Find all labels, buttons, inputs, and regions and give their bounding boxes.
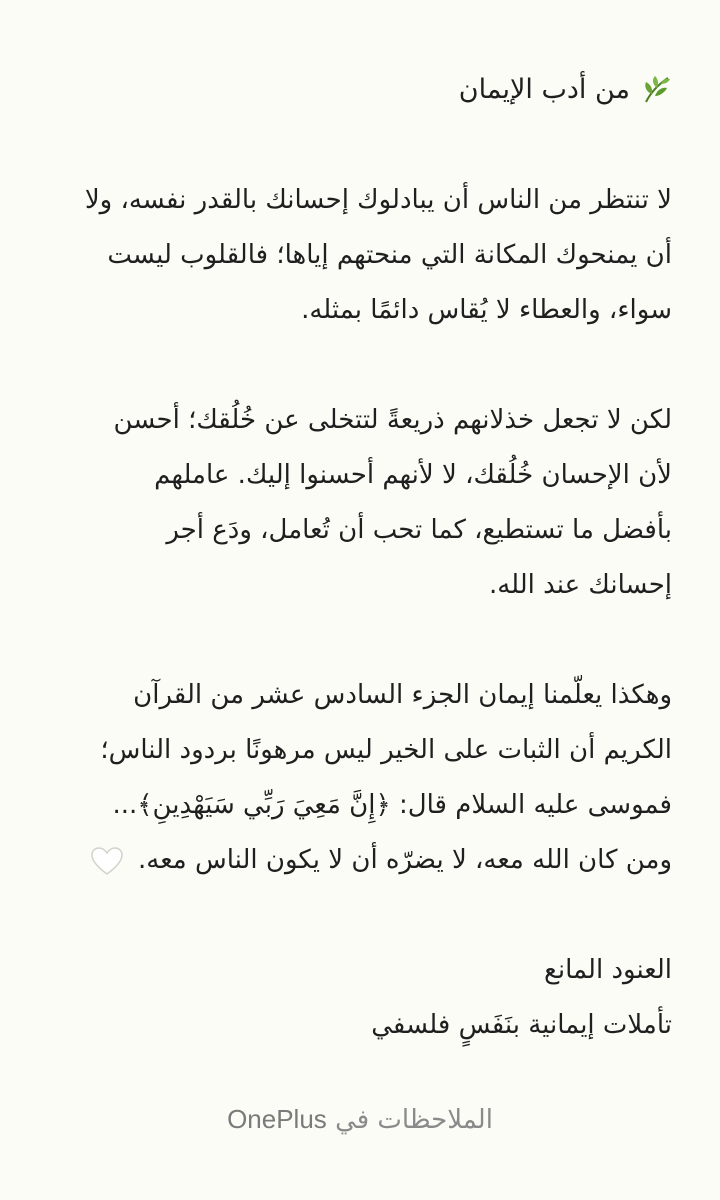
paragraph-3-line-4: ومن كان الله معه، لا يضرّه أن لا يكون الناس معه. [138,845,672,875]
paragraph-1-line-3: سواء، والعطاء لا يُقاس دائمًا بمثله. [301,295,672,325]
note-body [48,62,672,1053]
footer-prefix: الملاحظات في [335,1105,493,1135]
leaf-icon [640,74,672,106]
paragraph-3-line-1: وهكذا يعلّمنا إيمان الجزء السادس عشر من القرآن [133,680,672,710]
paragraph-3-line-3: فموسى عليه السلام قال: ﴿إِنَّ مَعِيَ رَبِّي سَيَهْدِينِ﴾... [112,790,672,820]
signature-block [48,943,672,1053]
blank-line [48,118,672,173]
signature: العنود المانع [544,955,672,985]
footer-attribution [0,1104,720,1135]
paragraph-1 [48,173,672,338]
tagline: تأملات إيمانية بنَفَسٍ فلسفي [371,1010,672,1040]
note-title: من أدب الإيمان [458,74,630,105]
blank-line [48,338,672,393]
paragraph-3 [48,668,672,888]
paragraph-2-line-1: لكن لا تجعل خذلانهم ذريعةً لتتخلى عن خُلُقك؛ أحسن [113,405,672,435]
paragraph-2-line-2: لأن الإحسان خُلُقك، لا لأنهم أحسنوا إليك. عاملهم [154,460,672,490]
paragraph-1-line-2: أن يمنحوك المكانة التي منحتهم إياها؛ فالقلوب ليست [107,240,672,270]
footer-brand: OnePlus [227,1104,327,1134]
paragraph-2-line-4: إحسانك عند الله. [488,570,672,600]
blank-line [48,613,672,668]
paragraph-2-line-3: بأفضل ما تستطيع، كما تحب أن تُعامل، ودَع أجر [166,515,672,545]
note-title-line [48,62,672,118]
white-heart-icon [90,846,124,876]
blank-line [48,888,672,943]
paragraph-1-line-1: لا تنتظر من الناس أن يبادلوك إحسانك بالقدر نفسه، ولا [84,185,672,215]
paragraph-3-line-2: الكريم أن الثبات على الخير ليس مرهونًا بردود الناس؛ [100,735,672,765]
paragraph-2 [48,393,672,613]
